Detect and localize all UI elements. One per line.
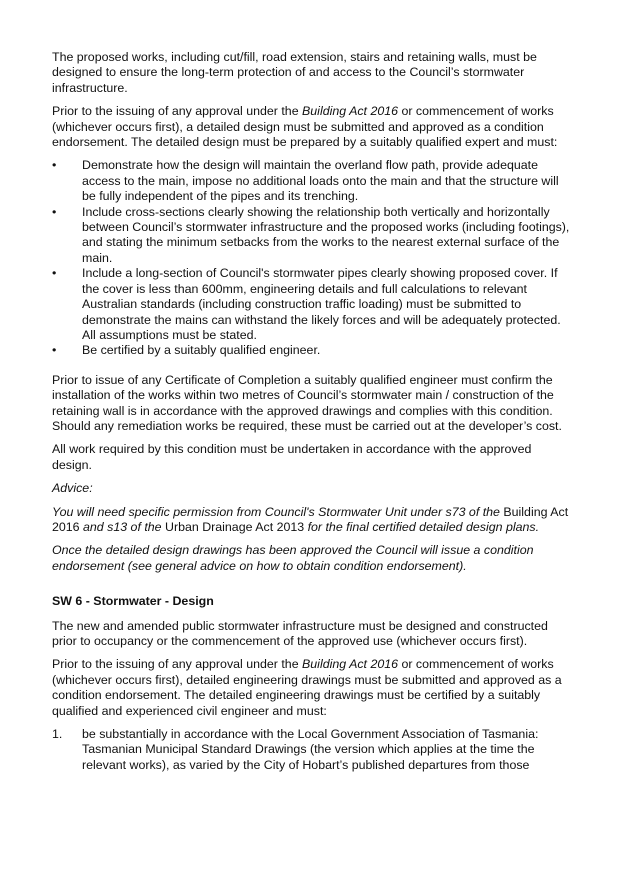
act-name: Building Act 2016 [302,657,399,672]
bullet-marker: • [52,158,57,173]
section-heading: SW 6 - Stormwater - Design [52,594,214,609]
bullet-marker: • [52,343,57,358]
paragraph-engineering-approval [52,657,572,719]
list-item-text: Include cross-sections clearly showing the relationship both vertically and horizontally between Council’s stormwater infrastructure and the proposed works (including footings), and stating the minimum setbacks from the works to the nearest external surface of the main. [82,204,570,265]
act-name: Building Act 2016 [302,104,399,119]
list-item [52,266,572,343]
text-segment: or commencement of works (whichever occurs first), detailed engineering drawings must be submitted and approved as a condition endorsement. The detailed engineering drawings must be certified by a suitably qualified and experienced civil engineer and must: [52,657,562,718]
list-item-text: Include a long-section of Council's stormwater pipes clearly showing proposed cover. If the cover is less than 600mm, engineering details and full calculations to relevant Australian standards (including construction traffic loading) must be submitted to demonstrate the mains can withstand the likely forces and will be adequately protected. All assumptions must be stated. [82,266,561,342]
act-name: Building Act 2016 [52,504,569,534]
engineering-requirements-list [52,727,572,773]
act-name: Urban Drainage Act 2013 [165,519,305,534]
paragraph-approval-requirement [52,104,572,150]
list-item [52,727,572,773]
list-item-text: Be certified by a suitably qualified engineer. [82,343,321,358]
text-segment: You will need specific permission from Council's Stormwater Unit under s73 of the [52,504,504,519]
list-item-text: be substantially in accordance with the Local Government Association of Tasmania: Tasmanian Municipal Standard Drawings (the version which applies at the time the relevant works), as varied by the City of Hobart’s published departures from those [82,727,539,772]
text-segment: Prior to the issuing of any approval under the [52,104,303,119]
document-body [52,50,572,781]
design-requirements-list [52,158,572,358]
text-segment: and s13 of the [79,519,165,534]
advice-endorsement: Once the detailed design drawings has been approved the Council will issue a condition endorsement (see general advice on how to obtain condition endorsement). [52,543,534,573]
paragraph-compliance: All work required by this condition must be undertaken in accordance with the approved design. [52,442,532,472]
list-item-text: Demonstrate how the design will maintain the overland flow path, provide adequate access to the main, impose no additional loads onto the main and that the structure will be fully independent of the pipes and its trenching. [82,158,559,204]
list-item [52,158,572,204]
paragraph-protection: The proposed works, including cut/fill, road extension, stairs and retaining walls, must be designed to ensure the long-term protection of and access to the Council’s stormwater infrastructure. [52,50,537,95]
text-segment: for the final certified detailed design plans. [304,519,540,534]
paragraph-infrastructure: The new and amended public stormwater infrastructure must be designed and constructed prior to occupancy or the commencement of the approved use (whichever occurs first). [52,618,548,648]
bullet-marker: • [52,204,57,219]
list-number: 1. [52,727,63,742]
list-item [52,343,572,358]
advice-label: Advice: [52,481,93,496]
bullet-marker: • [52,266,57,281]
text-segment: Prior to the issuing of any approval under the [52,657,303,672]
paragraph-completion: Prior to issue of any Certificate of Completion a suitably qualified engineer must confirm the installation of the works within two metres of Council’s stormwater main / construction of the retaining wall is in accordance with the approved drawings and complies with this condition. Should any remediation works be required, these must be carried out at the developer’s cost. [52,372,562,433]
list-item [52,205,572,267]
text-segment: or commencement of works (whichever occurs first), a detailed design must be submitted and approved as a condition endorsement. The detailed design must be prepared by a suitably qualified expert and must: [52,104,558,150]
advice-permission [52,505,572,536]
